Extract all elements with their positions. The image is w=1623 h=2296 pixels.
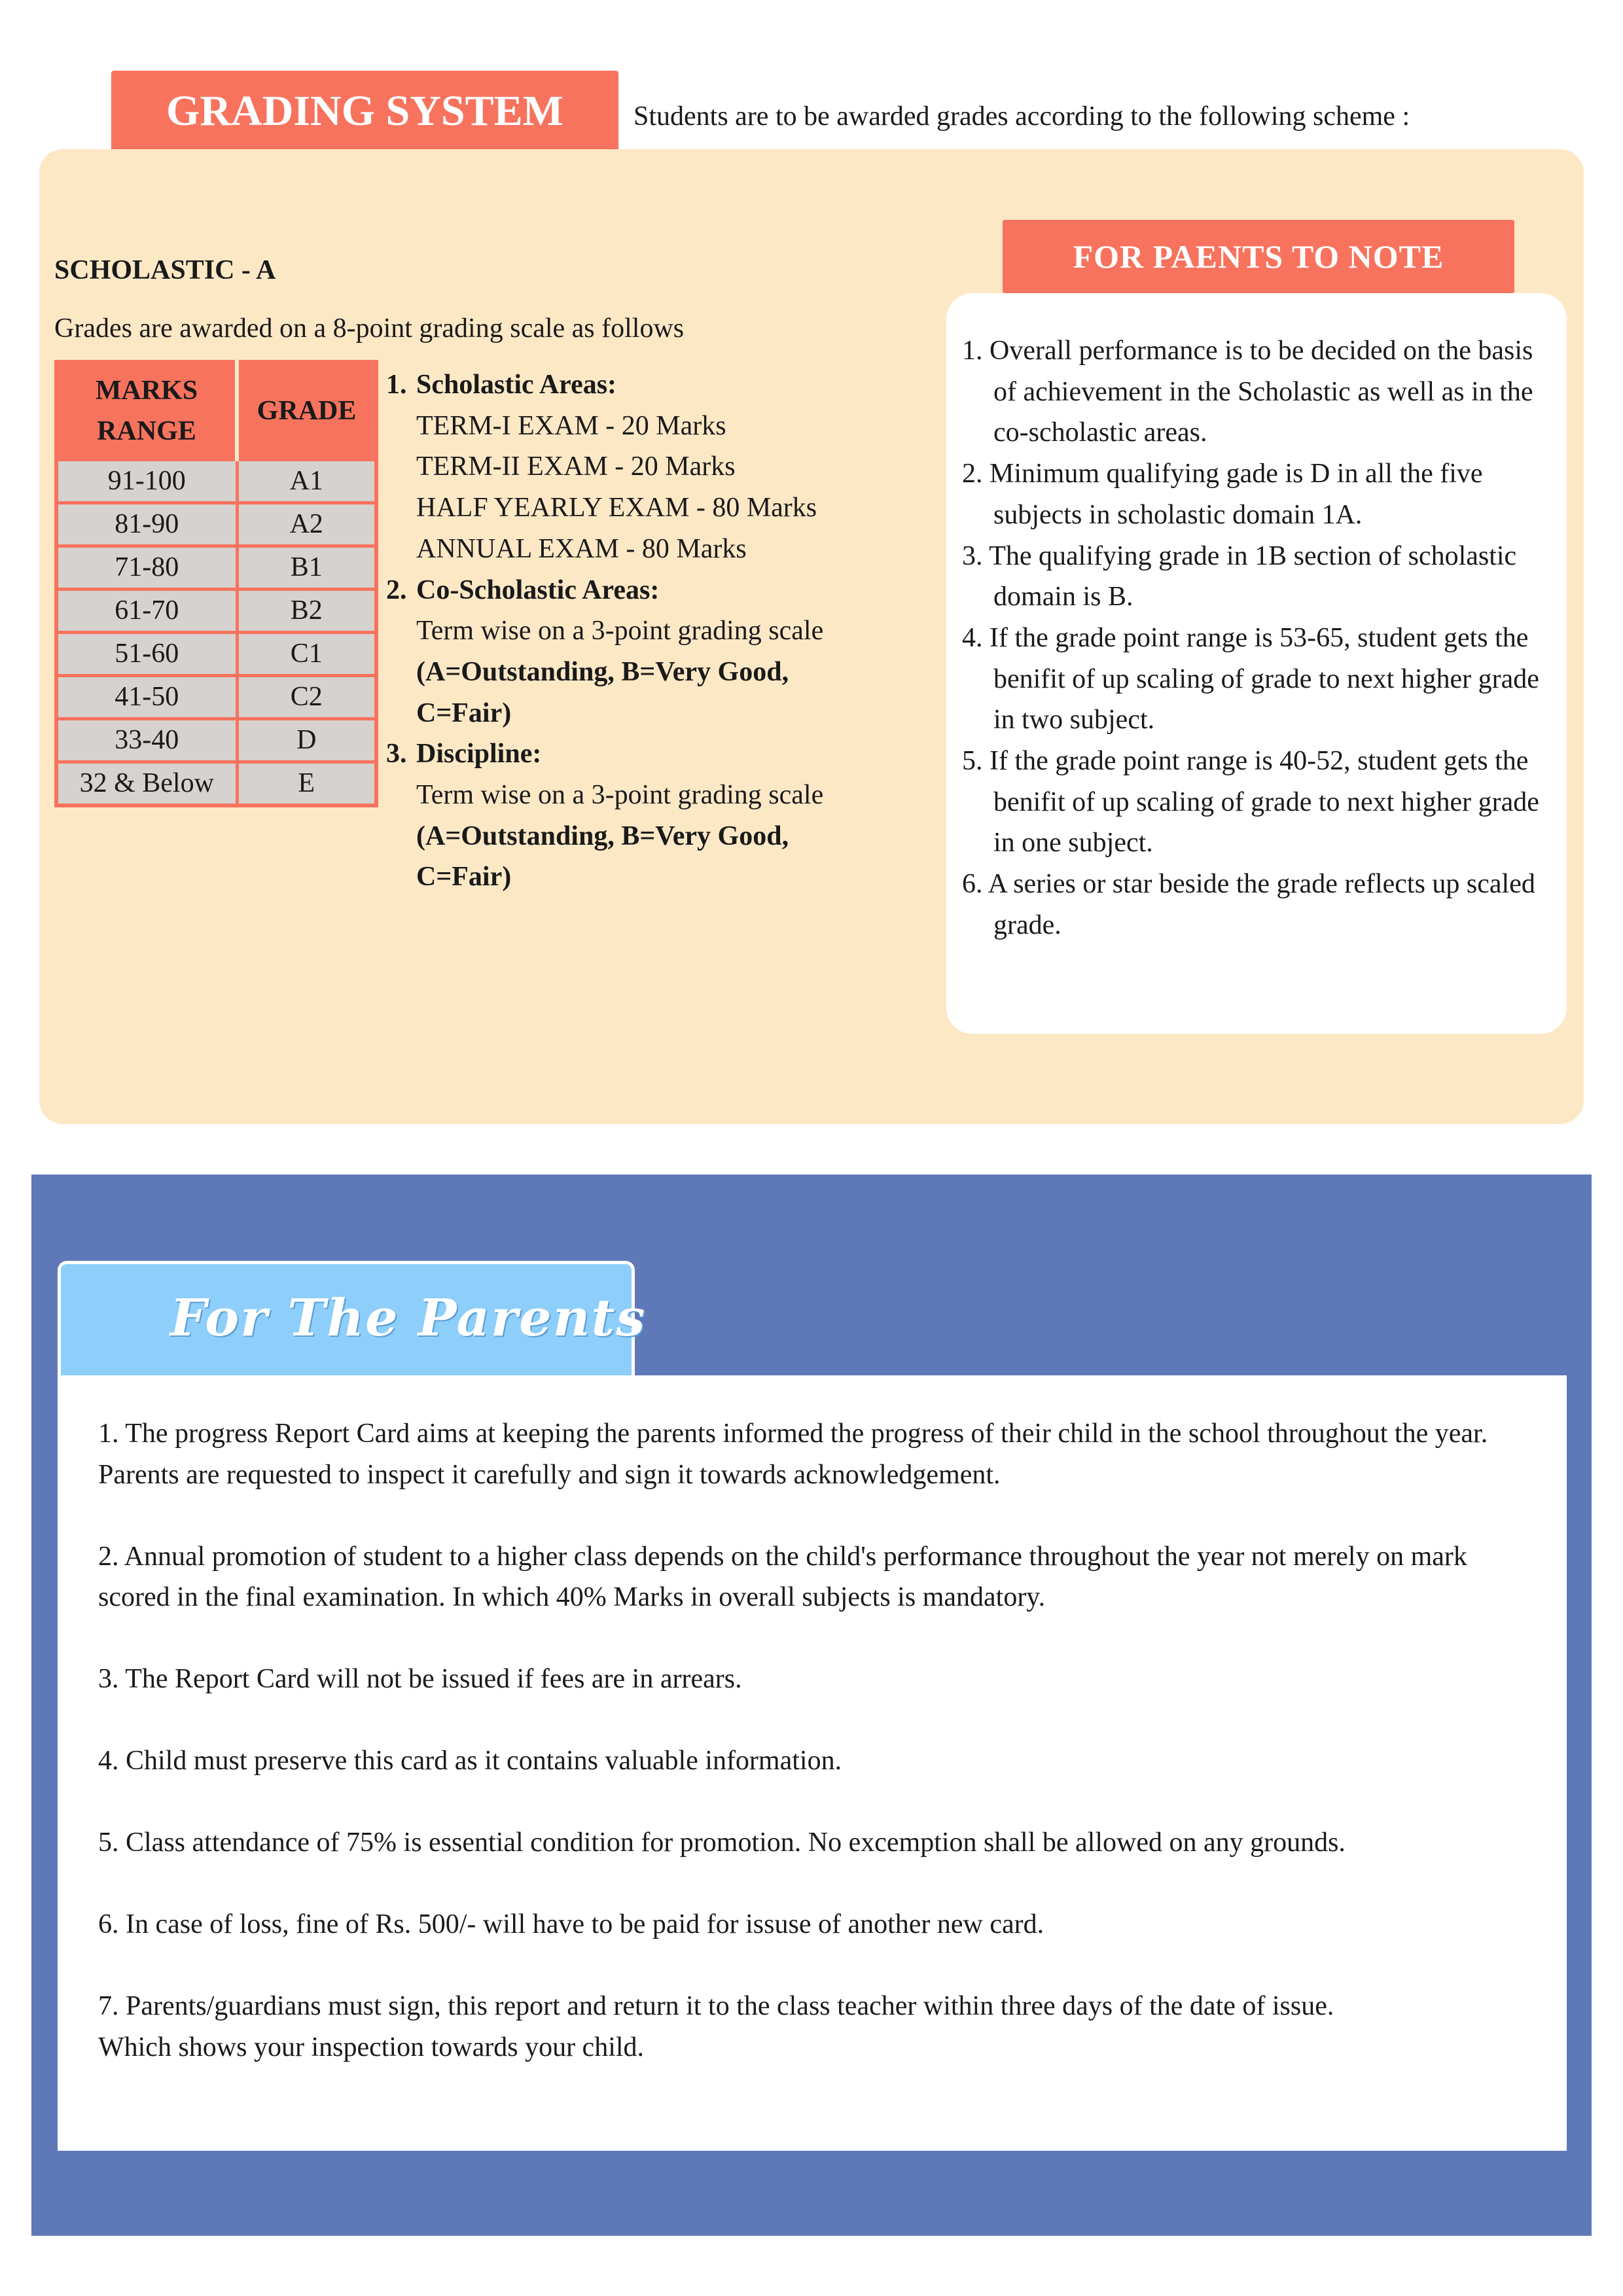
list-item: 5. If the grade point range is 40-52, student gets the benifit of up scaling of grade to next higher grade in one subject. — [962, 746, 1539, 858]
marks-range-header: MARKS RANGE — [56, 362, 237, 460]
areas-line: (A=Outstanding, B=Very Good, — [416, 656, 789, 687]
grade-header: GRADE — [237, 362, 376, 460]
table-row — [56, 676, 376, 719]
note-list — [962, 330, 1551, 946]
areas-line: HALF YEARLY EXAM - 80 Marks — [416, 493, 817, 523]
areas-item-2-title: 2. Co-Scholastic Areas: — [386, 574, 660, 605]
list-item: 4. If the grade point range is 53-65, student gets the benifit of up scaling of grade to next higher grade in two subject. — [962, 622, 1539, 735]
grade-table — [54, 360, 378, 807]
table-row — [56, 762, 376, 806]
areas-line: TERM-I EXAM - 20 Marks — [416, 410, 726, 441]
areas-line: Term wise on a 3-point grading scale — [416, 780, 824, 811]
parents-point-2: 2. Annual promotion of student to a higher class depends on the child's performance throughout the year not merely on mark scored in the final examination. In which 40% Marks in overall subjects is mandatory. — [98, 1541, 1467, 1612]
grade-cell: B1 — [237, 546, 376, 590]
parents-point-1: 1. The progress Report Card aims at keeping the parents informed the progress of their child in the school throughout the year. Parents are requested to inspect it carefully and sign it towards acknowledgement. — [98, 1419, 1488, 1490]
areas-line: (A=Outstanding, B=Very Good, — [416, 821, 789, 851]
marks-range-cell: 32 & Below — [56, 762, 237, 806]
areas-item-1-title: 1. Scholastic Areas: — [386, 370, 617, 400]
table-row — [56, 633, 376, 676]
table-row — [56, 546, 376, 590]
table-row — [56, 460, 376, 503]
grade-cell: C1 — [237, 633, 376, 676]
parents-point-3: 3. The Report Card will not be issued if fees are in arrears. — [98, 1664, 742, 1694]
note-title: FOR PAENTS TO NOTE — [1003, 220, 1514, 293]
marks-range-cell: 91-100 — [56, 460, 237, 503]
areas-line: TERM-II EXAM - 20 Marks — [416, 451, 736, 482]
parents-point-4: 4. Child must preserve this card as it contains valuable information. — [98, 1746, 842, 1776]
areas-item-3-title: 3. Discipline: — [386, 739, 542, 769]
parents-point-6: 6. In case of loss, fine of Rs. 500/- will have to be paid for issuse of another new card. — [98, 1909, 1044, 1939]
table-row — [56, 719, 376, 762]
grade-cell: A1 — [237, 460, 376, 503]
list-item: 2. Minimum qualifying gade is D in all the five subjects in scholastic domain 1A. — [962, 459, 1483, 530]
grade-cell: E — [237, 762, 376, 806]
areas-line: Term wise on a 3-point grading scale — [416, 616, 824, 646]
grade-cell: B2 — [237, 590, 376, 633]
areas-line: C=Fair) — [416, 698, 512, 728]
parents-text — [98, 1413, 1525, 2109]
grade-cell: D — [237, 719, 376, 762]
marks-range-cell: 71-80 — [56, 546, 237, 590]
list-item: 3. The qualifying grade in 1B section of scholastic domain is B. — [962, 540, 1517, 612]
parents-point-7: 7. Parents/guardians must sign, this report and return it to the class teacher within three days of the date of issue. Which shows your inspection towards your child. — [98, 1991, 1334, 2062]
grade-cell: A2 — [237, 503, 376, 546]
parents-point-5: 5. Class attendance of 75% is essential condition for promotion. No excemption shall be allowed on any grounds. — [98, 1828, 1346, 1858]
marks-range-cell: 33-40 — [56, 719, 237, 762]
parents-title: For The Parents — [170, 1288, 647, 1348]
table-row — [56, 503, 376, 546]
grading-system-title: GRADING SYSTEM — [111, 71, 618, 152]
marks-range-cell: 51-60 — [56, 633, 237, 676]
grading-subtitle: Students are to be awarded grades according to the following scheme : — [633, 101, 1410, 132]
areas-line: ANNUAL EXAM - 80 Marks — [416, 533, 747, 564]
scholastic-heading: SCHOLASTIC - A — [54, 255, 276, 285]
marks-range-cell: 61-70 — [56, 590, 237, 633]
list-item: 6. A series or star beside the grade reflects up scaled grade. — [962, 869, 1535, 940]
grade-cell: C2 — [237, 676, 376, 719]
marks-range-cell: 41-50 — [56, 676, 237, 719]
scale-intro: Grades are awarded on a 8-point grading scale as follows — [54, 313, 685, 344]
list-item: 1. Overall performance is to be decided on the basis of achievement in the Scholastic as well as in the co-scholastic areas. — [962, 336, 1533, 448]
assessment-areas-list — [386, 364, 883, 898]
grade-table-header — [56, 362, 376, 460]
marks-range-cell: 81-90 — [56, 503, 237, 546]
areas-line: C=Fair) — [416, 862, 512, 892]
table-row — [56, 590, 376, 633]
